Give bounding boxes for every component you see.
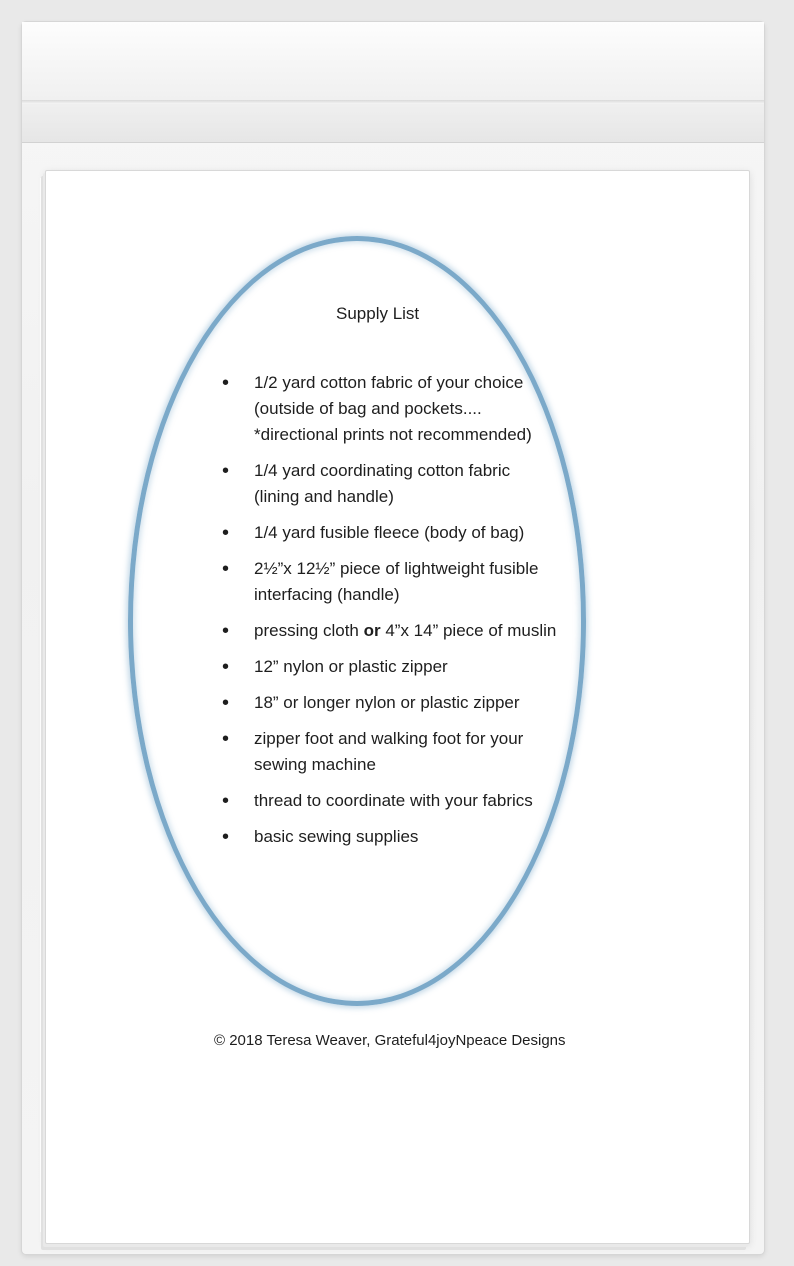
list-item-line: • zipper foot and walking foot for your bbox=[254, 729, 524, 748]
list-item bbox=[214, 690, 594, 716]
list-item-line: • 18” or longer nylon or plastic zipper bbox=[254, 693, 520, 712]
list-item-line: • 1/4 yard fusible fleece (body of bag) bbox=[254, 523, 525, 542]
list-item bbox=[214, 618, 594, 644]
list-item-line: sewing machine bbox=[254, 755, 376, 774]
list-item bbox=[214, 458, 594, 510]
list-item-line: • thread to coordinate with your fabrics bbox=[254, 791, 533, 810]
list-item bbox=[214, 788, 594, 814]
copyright-footer: © 2018 Teresa Weaver, Grateful4joyNpeace Designs bbox=[214, 1032, 566, 1049]
list-item bbox=[214, 556, 594, 608]
list-item bbox=[214, 726, 594, 778]
list-item-text: pressing cloth bbox=[254, 621, 364, 640]
supply-list bbox=[214, 370, 594, 860]
bag-seal-strip bbox=[22, 22, 764, 143]
list-item-line: (outside of bag and pockets.... bbox=[254, 399, 482, 418]
list-item-line: interfacing (handle) bbox=[254, 585, 400, 604]
list-item-line: (lining and handle) bbox=[254, 487, 394, 506]
list-item bbox=[214, 654, 594, 680]
list-item-line: • basic sewing supplies bbox=[254, 827, 419, 846]
list-item-line: • 2½”x 12½” piece of lightweight fusible bbox=[254, 559, 539, 578]
list-item-line bbox=[254, 618, 594, 644]
list-item-text: 4”x 14” piece of muslin bbox=[380, 621, 557, 640]
list-item-line: *directional prints not recommended) bbox=[254, 425, 532, 444]
list-item bbox=[214, 824, 594, 850]
list-item bbox=[214, 370, 594, 448]
list-item bbox=[214, 520, 594, 546]
emphasis-text: or bbox=[363, 621, 381, 640]
list-item-line: • 12” nylon or plastic zipper bbox=[254, 657, 448, 676]
list-item-line: • 1/4 yard coordinating cotton fabric bbox=[254, 461, 511, 480]
page-title: Supply List bbox=[336, 304, 420, 323]
list-item-line: • 1/2 yard cotton fabric of your choice bbox=[254, 373, 524, 392]
